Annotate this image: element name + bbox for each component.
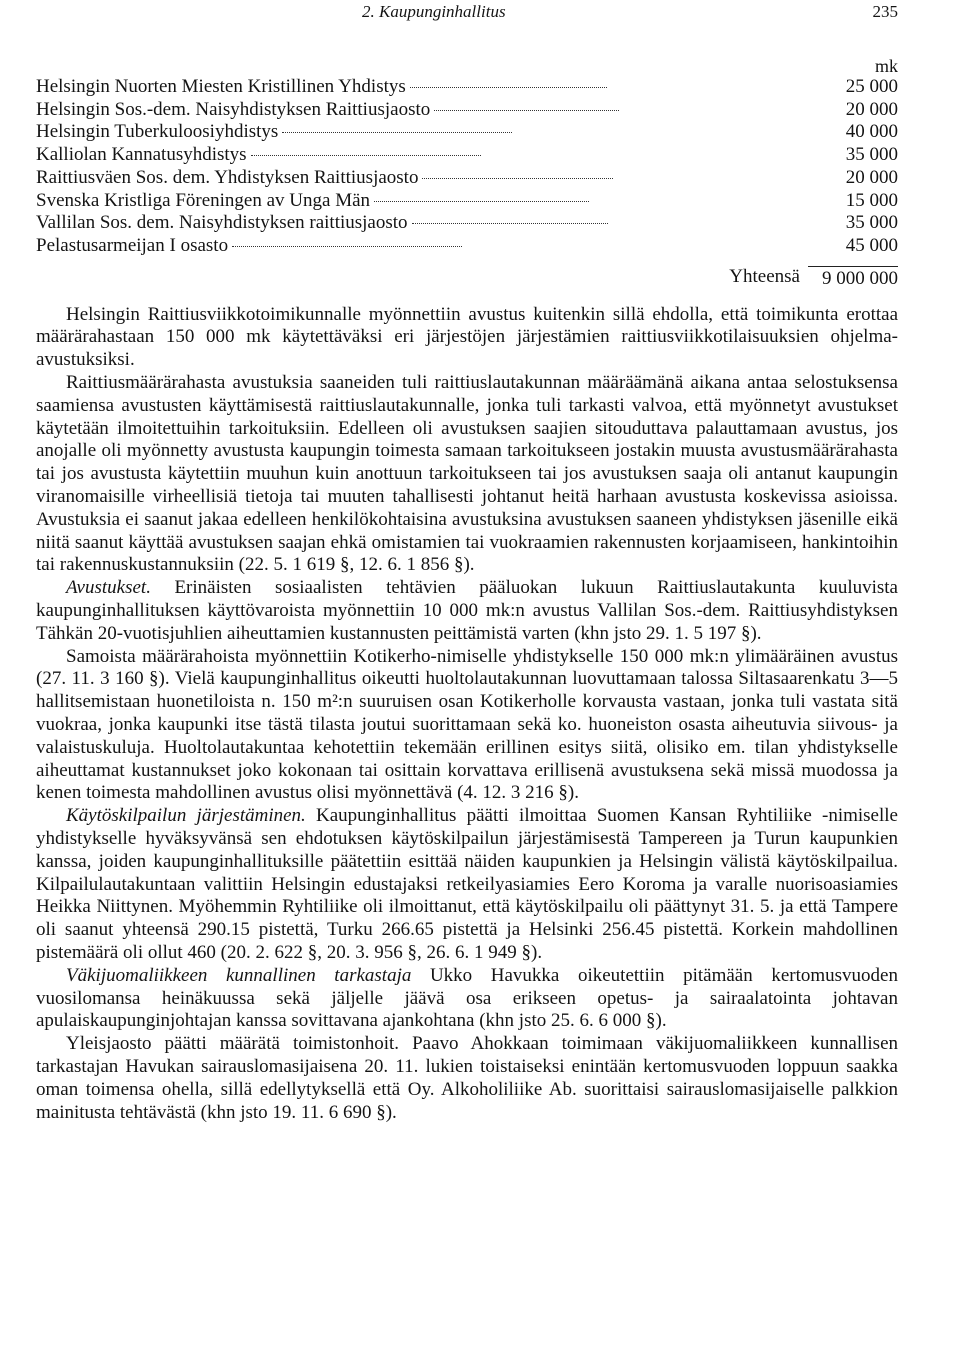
table-row (36, 235, 898, 258)
dot-leader (422, 178, 613, 179)
paragraph-text: Helsingin Raittiusviikkotoimikunnalle myönnettiin avustus kuitenkin sillä ehdolla, että toimikunta erottaa määrärahastaan 150 000 mk käytettäväksi eri järjestöjen järjestämien raittiusviikkotilaisuuksien ohjelma-avustuksiksi. (36, 303, 898, 371)
organization-name: Vallilan Sos. dem. Naisyhdistyksen raittiusjaosto (36, 212, 408, 234)
table-row (36, 190, 898, 213)
running-title: 2. Kaupunginhallitus (362, 2, 506, 21)
total-label: Yhteensä (729, 265, 800, 287)
table-row (36, 76, 898, 99)
page-number: 235 (872, 2, 898, 21)
paragraph (36, 965, 898, 1033)
organization-name: Raittiusväen Sos. dem. Yhdistyksen Raittiusjaosto (36, 166, 419, 188)
paragraph (36, 577, 898, 645)
dot-leader (374, 201, 589, 202)
paragraph-text: Ukko Havukka oikeutettiin pitämään kertomusvuoden vuosilomansa heinäkuussa sekä jäljelle jäävä osa erikseen opetus- ja sairaalatointa johtavan apulaiskaupunginjohtajan kanssa sovittavana ajankohtana (khn jsto 25. 6. 6 000 §). (36, 964, 898, 1032)
table-row (36, 144, 898, 167)
paragraph (36, 805, 898, 965)
grant-amount: 20 000 (845, 166, 899, 188)
total-value: 9 000 000 (808, 266, 898, 290)
organization-name: Svenska Kristliga Föreningen av Unga Män (36, 189, 371, 211)
body-text (36, 304, 898, 1125)
grant-amount: 35 000 (845, 144, 898, 166)
grant-amount: 25 000 (845, 76, 898, 97)
paragraph-heading: Käytöskilpailun järjestäminen. (66, 805, 306, 827)
grant-amount: 15 000 (845, 189, 898, 211)
table-row (36, 212, 898, 235)
grant-table (36, 76, 898, 258)
document-page (36, 0, 898, 1124)
table-row (36, 99, 898, 122)
currency-unit: mk (874, 56, 898, 76)
paragraph-text: Yleisjaosto päätti määrätä toimistonhoit. Paavo Ahokkaan toimimaan väkijuomaliikkeen kunnallisen tarkastajan Havukan sairauslomasijaisena 20. 11. lukien toistaiseksi enintään kertomusvuoden loppuun saakka oman toimensa ohella, sillä edellytyksellä että Oy. Alkoholiliike Ab. suorittaisi sairauslomasijaiselle palkkion mainitusta tehtävästä (khn jsto 19. 11. 6 690 §). (36, 1033, 898, 1123)
paragraph-text: Kaupunginhallitus päätti ilmoittaa Suomen Kansan Ryhtiliike -nimiselle yhdistykselle hyväksyvänsä sen ehdotuksen käytöskilpailun järjestämisestä Tampereen ja Turun kaupunkien kanssa, joiden kaupunginhallituksille päätettiin esittää näiden kaupunkien ja Helsingin välistä käytöskilpailua. Kilpailulautakuntaan valittiin Helsingin edustajaksi retkeilyasiamies Eero Koroma ja varalle nuorisoasiamies Heikka Niittynen. Myöhemmin Ryhtiliike oli ilmoittanut, että käytöskilpailu oli päättynyt 31. 5. ja että Tampere oli saanut yhteensä 290.15 pistettä, Turku 266.65 pistettä ja Helsinki 256.45 pistettä. Korkein mahdollinen pistemäärä oli ollut 460 (20. 2. 622 §, 20. 3. 956 §, 26. 6. 1 949 §). (36, 805, 898, 963)
dot-leader (251, 155, 481, 156)
paragraph-text: Samoista määrärahoista myönnettiin Kotikerho-nimiselle yhdistykselle 150 000 mk:n ylimääräinen avustus (27. 11. 3 160 §). Vielä kaupunginhallitus oikeutti huoltolautakunnan luovuttamaan talossa Siltasaarenkatu 3—5 hallitsemistaan huonetiloista n. 150 m²:n suuruisen osan Kotikerholle korvausta vastaan, jonka tuli vastata sitä vuokraa, jonka kaupunki itse tästä tilasta joutui suorittamaan sekä ko. huoneiston osasta aiheutuvia siivous- ja valaistuskuluja. Huoltolautakuntaa kehotettiin tekemään erillinen esitys siitä, olisiko em. tilan yhdistykselle aiheuttamat kustannukset joko kokonaan tai osittain korvattava erillisenä avustuksena sekä missä muodossa ja kenen toimesta mahdollinen avustus olisi myönnettävä (4. 12. 3 216 §). (36, 645, 898, 804)
grant-amount: 40 000 (845, 121, 898, 143)
paragraph-text: Raittiusmäärärahasta avustuksia saaneiden tuli raittiuslautakunnan määräämänä aikana antaa selostuksensa saamiensa avustusten käyttämisestä raittiuslautakunnalle, jonka tuli tarkasti valvoa, että myönnetyt avustukset käytetään ilmoitettuihin tarkoituksiin. Edelleen oli avustuksen saajien sitouduttava palauttamaan avustus, jos anojalle oli myönnetty avustusta kaupungin toimesta samaan tarkoitukseen jostakin muusta avustusmäärärahasta tai jos avustusta käytettiin muuhun kuin anottuun tarkoitukseen tai jos avustuksen saaja oli antanut kaupungin viranomaisille virheellisiä tietoja tai muuten tahallisesti johtanut heitä harhaan avustusta koskevissa asioissa. Avustuksia ei saanut jakaa edelleen henkilökohtaisina avustuksina avustuksen saaneen yhdistyksen jäsenille eikä niitä saanut käyttää avustuksen saajan ehkä omistamien tai vuokraamien rakennusten korjaamiseen, hankintoihin tai rakennuskustannuksiin (22. 5. 1 619 §, 12. 6. 1 856 §). (36, 372, 898, 576)
paragraph (36, 372, 898, 577)
paragraph-heading: Väkijuomaliikkeen kunnallinen tarkastaja (66, 964, 412, 986)
grant-total (36, 266, 898, 290)
table-row (36, 167, 898, 190)
organization-name: Helsingin Tuberkuloosiyhdistys (36, 121, 279, 143)
paragraph (36, 1033, 898, 1124)
paragraph-text: Erinäisten sosiaalisten tehtävien pääluokan lukuun Raittiuslautakunta kuuluvista kaupunginhallituksen käyttövaroista myönnettiin 10 000 mk:n avustus Vallilan Sos.-dem. Raittiusyhdistyksen Tähkän 20-vuotisjuhlien aiheuttamien kustannusten peittämistä varten (khn jsto 29. 1. 5 197 §). (36, 577, 898, 644)
paragraph-heading: Avustukset. (66, 577, 151, 599)
paragraph (36, 304, 898, 372)
paragraph (36, 646, 898, 806)
dot-leader (232, 246, 462, 247)
organization-name: Helsingin Nuorten Miesten Kristillinen Yhdistys (36, 76, 406, 97)
organization-name: Pelastusarmeijan I osasto (36, 234, 229, 256)
dot-leader (434, 110, 619, 111)
grant-amount: 35 000 (845, 212, 898, 234)
dot-leader (412, 223, 608, 224)
organization-name: Kalliolan Kannatusyhdistys (36, 144, 247, 166)
grant-amount: 45 000 (845, 234, 898, 256)
dot-leader (282, 132, 512, 133)
grant-amount: 20 000 (845, 98, 898, 120)
running-header (36, 0, 898, 32)
dot-leader (410, 87, 607, 88)
organization-name: Helsingin Sos.-dem. Naisyhdistyksen Raittiusjaosto (36, 98, 431, 120)
table-row (36, 121, 898, 144)
